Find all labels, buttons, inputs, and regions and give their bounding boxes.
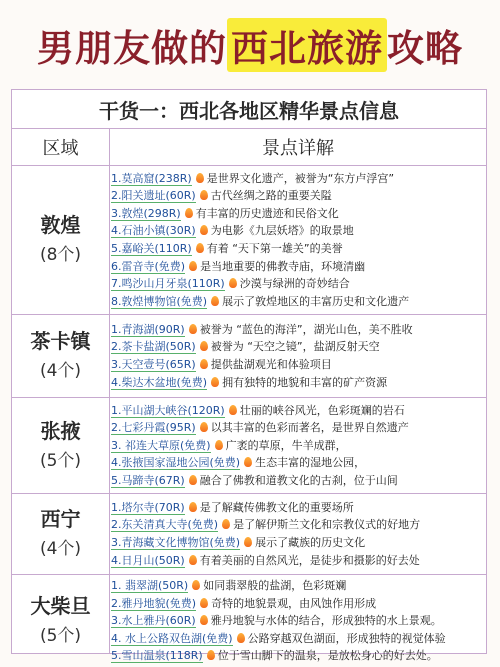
attraction-name: 1.青海湖(90R) bbox=[111, 322, 185, 336]
attraction-list bbox=[111, 499, 485, 569]
attraction-description: 沙漠与绿洲的奇妙结合 bbox=[239, 277, 350, 291]
fire-icon bbox=[222, 519, 230, 529]
list-item bbox=[111, 630, 485, 648]
attraction-description: 如同翡翠般的盐湖，色彩斑斓 bbox=[203, 579, 347, 592]
region-count: (8个) bbox=[39, 245, 82, 265]
region-cell bbox=[12, 575, 109, 667]
fire-icon bbox=[200, 225, 208, 235]
list-item bbox=[111, 338, 485, 356]
region-cell bbox=[12, 398, 109, 493]
fire-icon bbox=[189, 475, 197, 485]
attraction-description: 被誉为 “天空之镜”，盐湖反射天空 bbox=[210, 340, 380, 354]
list-item bbox=[111, 437, 485, 455]
list-item bbox=[111, 516, 485, 534]
attraction-name: 1. 翡翠湖(50R) bbox=[111, 579, 189, 592]
attraction-description: 古代丝绸之路的重要关隘 bbox=[210, 189, 332, 203]
attraction-name: 5.马蹄寺(67R) bbox=[111, 473, 185, 487]
fire-icon bbox=[189, 324, 197, 334]
attraction-description: 生态丰富的湿地公园， bbox=[255, 456, 366, 470]
attraction-description: 展示了敦煌地区的丰富历史和文化遗产 bbox=[222, 294, 410, 308]
attractions-table bbox=[11, 89, 487, 663]
fire-icon bbox=[196, 243, 204, 253]
list-item bbox=[111, 170, 485, 188]
list-item bbox=[111, 472, 485, 490]
list-item bbox=[111, 187, 485, 205]
attraction-name: 4.张掖国家湿地公园(免费) bbox=[111, 456, 241, 470]
fire-icon bbox=[211, 377, 219, 387]
region-name: 西宁 bbox=[40, 507, 81, 531]
attraction-description: 是了解藏传佛教文化的重要场所 bbox=[199, 500, 354, 514]
list-item bbox=[111, 454, 485, 472]
region-count: (5个) bbox=[39, 626, 82, 646]
attraction-name: 8.敦煌博物馆(免费) bbox=[111, 294, 208, 308]
list-item bbox=[111, 534, 485, 552]
attraction-name: 4. 水上公路双色湖(免费) bbox=[111, 631, 233, 645]
attraction-description: 是世界文化遗产，被誉为“东方卢浮宫” bbox=[206, 171, 395, 185]
attraction-description: 壮丽的峡谷风光，色彩斑斓的岩石 bbox=[239, 403, 405, 417]
list-item bbox=[111, 258, 485, 276]
attraction-name: 1.平山湖大峡谷(120R) bbox=[111, 403, 225, 417]
region-count: (4个) bbox=[39, 361, 82, 381]
fire-icon bbox=[189, 555, 197, 565]
attraction-description: 广袤的草原，牛羊成群， bbox=[225, 438, 347, 452]
fire-icon bbox=[200, 598, 208, 608]
attraction-name: 3.水上雅丹(60R) bbox=[111, 614, 196, 628]
attraction-description: 有着 “天下第一雄关”的美誉 bbox=[206, 241, 343, 255]
region-count: (5个) bbox=[39, 450, 82, 471]
attraction-name: 1.塔尔寺(70R) bbox=[111, 500, 185, 514]
list-item bbox=[111, 419, 485, 437]
fire-icon bbox=[244, 537, 252, 547]
fire-icon bbox=[244, 457, 252, 467]
attraction-name: 7.鸣沙山月牙泉(110R) bbox=[111, 277, 225, 291]
list-item bbox=[111, 612, 485, 630]
attraction-description: 是了解伊斯兰文化和宗教仪式的好地方 bbox=[233, 518, 421, 532]
attraction-name: 2.茶卡盐湖(50R) bbox=[111, 340, 196, 354]
region-cell bbox=[12, 494, 109, 574]
fire-icon bbox=[229, 405, 237, 415]
region-cell bbox=[12, 315, 109, 397]
list-item bbox=[111, 577, 485, 595]
attraction-description: 以其丰富的色彩而著名，是世界自然遗产 bbox=[210, 421, 409, 435]
attraction-name: 2.东关清真大寺(免费) bbox=[111, 518, 219, 532]
list-item bbox=[111, 595, 485, 613]
attraction-name: 4.柴达木盆地(免费) bbox=[111, 375, 208, 389]
attraction-description: 展示了藏族的历史文化 bbox=[255, 535, 366, 549]
attraction-description: 为电影《九层妖塔》的取景地 bbox=[210, 224, 354, 238]
region-name: 敦煌 bbox=[40, 213, 81, 237]
list-item bbox=[111, 552, 485, 570]
list-item bbox=[111, 240, 485, 258]
page-title bbox=[0, 14, 500, 76]
fire-icon bbox=[196, 173, 204, 183]
attraction-description: 是当地重要的佛教寺庙，环境清幽 bbox=[200, 259, 366, 273]
list-item bbox=[111, 499, 485, 517]
fire-icon bbox=[192, 580, 200, 590]
fire-icon bbox=[200, 190, 208, 200]
attraction-description: 奇特的地貌景观，由风蚀作用形成 bbox=[211, 596, 377, 610]
fire-icon bbox=[200, 615, 208, 625]
fire-icon bbox=[200, 359, 208, 369]
title-suffix: 攻略 bbox=[387, 27, 463, 70]
attraction-name: 5.雪山温泉(118R) bbox=[111, 649, 203, 663]
fire-icon bbox=[200, 341, 208, 351]
region-name: 张掖 bbox=[40, 418, 81, 443]
attraction-description: 被誉为 “蓝色的海洋”，湖光山色，美不胜收 bbox=[199, 322, 413, 336]
fire-icon bbox=[185, 208, 193, 218]
attraction-name: 6.雷音寺(免费) bbox=[111, 259, 186, 273]
list-item bbox=[111, 293, 485, 311]
list-item bbox=[111, 222, 485, 240]
title-prefix: 男朋友做的 bbox=[37, 27, 227, 70]
region-name: 茶卡镇 bbox=[30, 329, 91, 353]
attraction-name: 3.青海藏文化博物馆(免费) bbox=[111, 535, 241, 549]
attraction-description: 位于雪山脚下的温泉，是放松身心的好去处。 bbox=[217, 649, 438, 663]
list-item bbox=[111, 321, 485, 339]
fire-icon bbox=[189, 502, 197, 512]
attraction-list bbox=[111, 402, 485, 490]
attraction-name: 3.天空壹号(65R) bbox=[111, 357, 196, 371]
attraction-name: 5.嘉峪关(110R) bbox=[111, 241, 192, 255]
attraction-name: 2.七彩丹霞(95R) bbox=[111, 421, 196, 435]
attraction-name: 1.莫高窟(238R) bbox=[111, 171, 192, 185]
fire-icon bbox=[237, 633, 245, 643]
attraction-description: 拥有独特的地貌和丰富的矿产资源 bbox=[222, 375, 388, 389]
attraction-description: 提供盐湖观光和体验项目 bbox=[210, 357, 332, 371]
region-cell bbox=[12, 166, 109, 314]
attraction-description: 有丰富的历史遗迹和民俗文化 bbox=[195, 206, 339, 220]
attraction-description: 融合了佛教和道教文化的古刹，位于山间 bbox=[199, 473, 398, 487]
attraction-description: 有着美丽的自然风光，是徒步和摄影的好去处 bbox=[199, 553, 420, 567]
attraction-description: 公路穿越双色湖面，形成独特的视觉体验 bbox=[247, 631, 446, 645]
fire-icon bbox=[229, 278, 237, 288]
attraction-description: 雅丹地貌与水体的结合，形成独特的水上景观。 bbox=[210, 614, 442, 628]
attraction-list bbox=[111, 170, 485, 311]
attraction-list bbox=[111, 577, 485, 665]
list-item bbox=[111, 275, 485, 293]
list-item bbox=[111, 374, 485, 392]
region-name: 大柴旦 bbox=[30, 594, 91, 618]
list-item bbox=[111, 356, 485, 374]
title-highlight: 西北旅游 bbox=[227, 18, 387, 72]
column-header-region: 区域 bbox=[42, 138, 79, 159]
list-item bbox=[111, 205, 485, 223]
attraction-name: 2.阳关遗址(60R) bbox=[111, 189, 196, 203]
fire-icon bbox=[211, 296, 219, 306]
attraction-name: 4.石油小镇(30R) bbox=[111, 224, 196, 238]
list-item bbox=[111, 402, 485, 420]
attraction-name: 4.日月山(50R) bbox=[111, 553, 185, 567]
attraction-name: 3. 祁连大草原(免费) bbox=[111, 438, 211, 452]
table-subtitle: 干货一：西北各地区精华景点信息 bbox=[99, 98, 399, 123]
region-count: (4个) bbox=[39, 539, 82, 559]
fire-icon bbox=[189, 261, 197, 271]
fire-icon bbox=[207, 650, 215, 660]
column-header-detail: 景点详解 bbox=[262, 138, 334, 159]
attraction-name: 3.敦煌(298R) bbox=[111, 206, 181, 220]
attraction-name: 2.雅丹地貌(免费) bbox=[111, 596, 197, 610]
fire-icon bbox=[215, 440, 223, 450]
attraction-list bbox=[111, 321, 485, 391]
list-item bbox=[111, 647, 485, 665]
fire-icon bbox=[200, 422, 208, 432]
